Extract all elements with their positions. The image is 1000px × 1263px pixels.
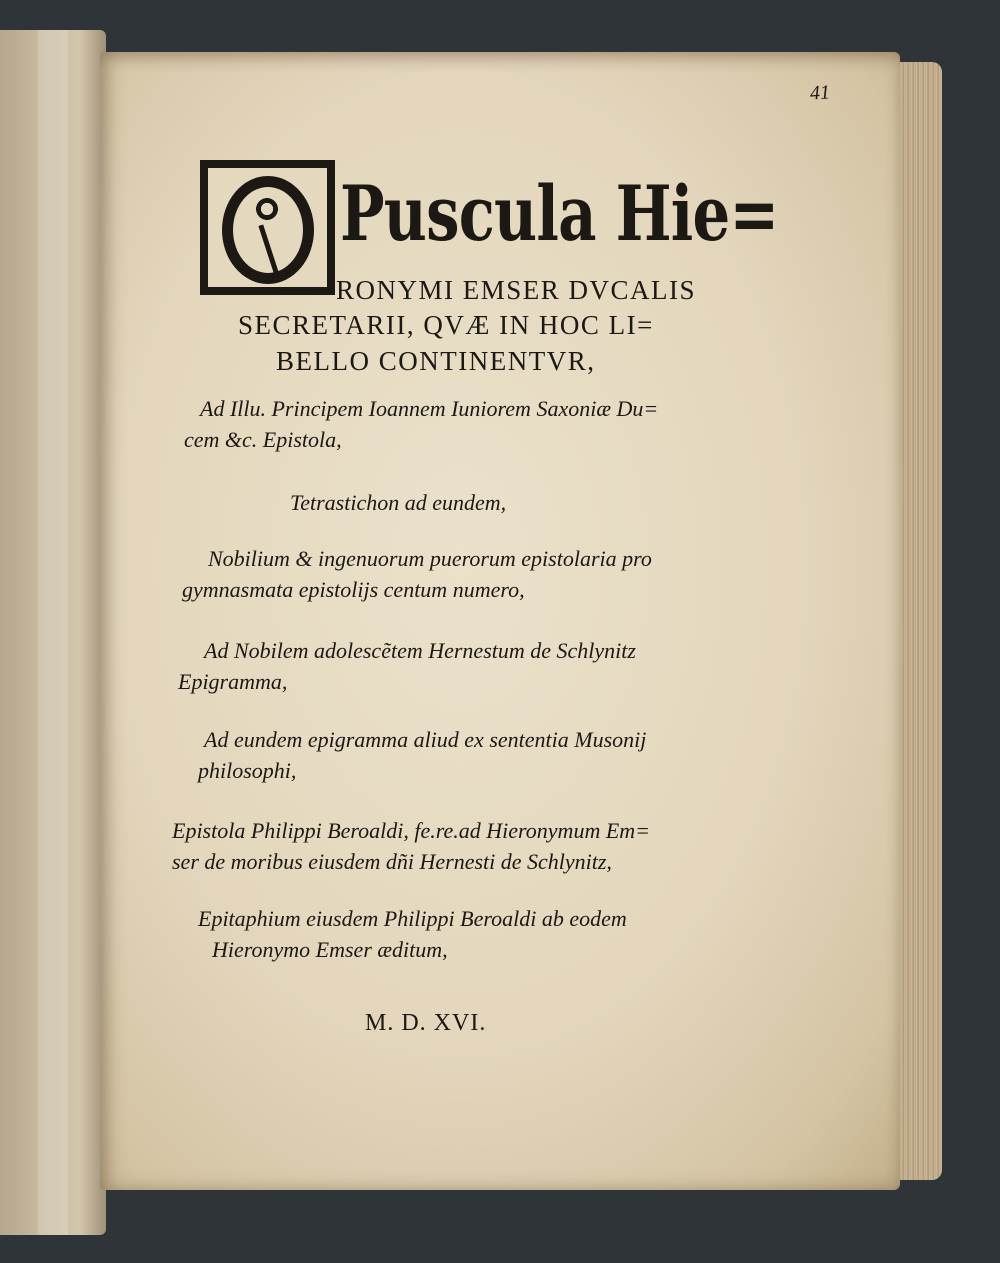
entry-line: Tetrastichon ad eundem, — [290, 490, 507, 515]
folio-number: 41 — [809, 81, 831, 105]
entry-line: Epistola Philippi Beroaldi, fe.re.ad Hieronymum Em= — [172, 818, 651, 843]
left-facing-page — [0, 30, 106, 1235]
entry-line: cem &c. Epistola, — [184, 427, 342, 452]
entry-line: Hieronymo Emser æditum, — [212, 937, 448, 962]
entry-line: Epigramma, — [178, 669, 288, 694]
blackletter-title: Puscula Hie= — [340, 169, 779, 258]
entry-line: gymnasmata epistolijs centum numero, — [182, 577, 525, 602]
imprint-date: M. D. XVI. — [365, 1010, 487, 1036]
flower-ornament-icon — [250, 192, 284, 226]
contents-entry — [290, 487, 506, 518]
contents-entry — [172, 815, 650, 877]
entry-line: Ad Illu. Principem Ioannem Iuniorem Saxoniæ Du= — [200, 396, 659, 421]
title-caps-line-1: RONYMI EMSER DVCALIS — [336, 275, 697, 305]
entry-line: Ad eundem epigramma aliud ex sententia Musonij — [204, 727, 647, 752]
entry-line: Nobilium & ingenuorum puerorum epistolaria pro — [208, 546, 652, 571]
contents-entry — [182, 543, 652, 605]
entry-line: ser de moribus eiusdem dñi Hernesti de Schlynitz, — [172, 849, 612, 874]
contents-entry — [178, 635, 636, 697]
entry-line: philosophi, — [198, 758, 297, 783]
title-caps-line-3: BELLO CONTINENTVR, — [276, 346, 596, 376]
decorated-initial — [200, 160, 335, 295]
contents-entry — [176, 724, 646, 786]
title-block — [200, 160, 779, 376]
contents-entry — [184, 393, 658, 455]
title-caps-line-2: SECRETARII, QVÆ IN HOC LI= — [238, 310, 654, 340]
contents-entry — [198, 903, 627, 965]
entry-line: Epitaphium eiusdem Philippi Beroaldi ab eodem — [198, 906, 627, 931]
entry-line: Ad Nobilem adolescẽtem Hernestum de Schlynitz — [204, 638, 636, 663]
